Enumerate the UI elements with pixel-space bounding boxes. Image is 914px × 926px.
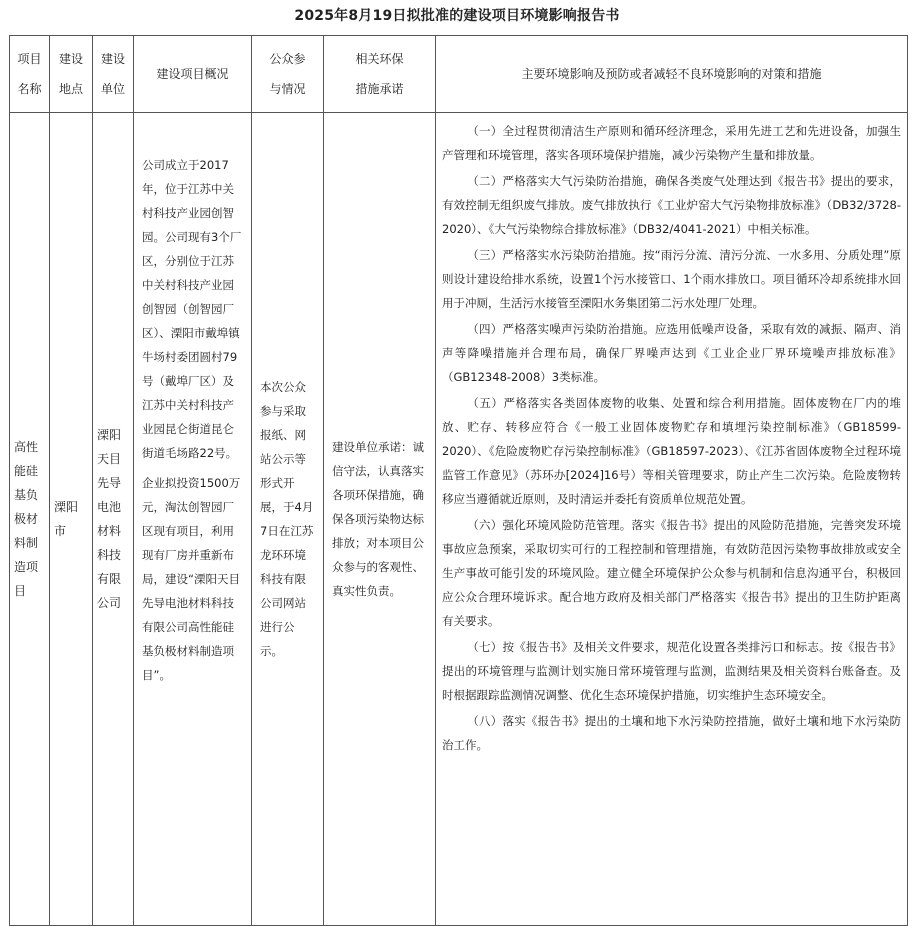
header-project-name: 项目 名称	[10, 36, 50, 113]
header-unit: 建设 单位	[93, 36, 134, 113]
header-overview: 建设项目概况	[134, 36, 252, 113]
overview-paragraph: 企业拟投资1500万元，淘汰创智园厂区现有项目，利用现有厂房并重新布局，建设“溧阳天目先导电池材料科技有限公司高性能硅基负极材料制造项目”。	[142, 476, 241, 682]
overview-paragraph: 公司成立于2017年，位于江苏中关村科技产业园创智园。公司现有3个厂区，分别位于江苏中关村科技产业园创智园（创智园厂区）、溧阳市戴埠镇牛场村委团圆村79号（戴埠厂区）及江苏中关村科技产业园昆仑街道昆仑街道毛场路22号。	[142, 158, 242, 460]
measure-item: （四）严格落实噪声污染防治措施。应选用低噪声设备，采取有效的减振、隔声、消声等降噪措施并合理布局，确保厂界噪声达到《工业企业厂界环境噪声排放标准》（GB12348-2008）3类标准。	[442, 322, 901, 384]
header-location: 建设 地点	[50, 36, 93, 113]
cell-location: 溧阳市	[50, 113, 93, 926]
cell-public: 本次公众参与采取报纸、网站公示等形式开展，于4月7日在江苏龙环环境科技有限公司网站进行公示。	[252, 113, 324, 926]
cell-overview	[134, 113, 252, 926]
measure-item: （六）强化环境风险防范管理。落实《报告书》提出的风险防范措施，完善突发环境事故应急预案，采取切实可行的工程控制和管理措施，有效防范因污染物事故排放或安全生产事故可能引发的环境风险。建立健全环境保护公众参与机制和信息沟通平台，积极回应公众合理环境诉求。配合地方政府及相关部门严格落实《报告书》提出的卫生防护距离有关要求。	[442, 518, 901, 628]
cell-measures	[436, 113, 908, 926]
measure-item: （五）严格落实各类固体废物的收集、处置和综合利用措施。固体废物在厂内的堆放、贮存、转移应符合《一般工业固体废物贮存和填埋污染控制标准》（GB18599-2020）、《危险废物贮存污染控制标准》（GB18597-2023）、《江苏省固体废物全过程环境监管工作意见》（苏环办[2024]16号）等相关管理要求，防止产生二次污染。危险废物转移应当遵循就近原则，及时清运并委托有资质单位规范处置。	[442, 396, 901, 506]
table-row	[10, 113, 908, 926]
measure-item: （一）全过程贯彻清洁生产原则和循环经济理念，采用先进工艺和先进设备，加强生产管理和环境管理，落实各项环境保护措施，减少污染物产生量和排放量。	[442, 124, 901, 162]
table-header-row	[10, 36, 908, 113]
measure-item: （三）严格落实水污染防治措施。按“雨污分流、清污分流、一水多用、分质处理”原则设计建设给排水系统，设置1个污水接管口、1个雨水排放口。项目循环冷却系统排水回用于冲厕，生活污水接管至溧阳水务集团第二污水处理厂处理。	[442, 248, 901, 310]
cell-commitment: 建设单位承诺：诚信守法，认真落实各项环保措施，确保各项污染物达标排放；对本项目公众参与的客观性、真实性负责。	[324, 113, 436, 926]
approval-table	[9, 35, 908, 926]
measure-item: （八）落实《报告书》提出的土壤和地下水污染防控措施，做好土壤和地下水污染防治工作。	[442, 714, 901, 752]
measure-item: （二）严格落实大气污染防治措施，确保各类废气处理达到《报告书》提出的要求，有效控制无组织废气排放。废气排放执行《工业炉窑大气污染物排放标准》（DB32/3728-2020）、《大气污染物综合排放标准》（DB32/4041-2021）中相关标准。	[442, 174, 901, 236]
header-commitment: 相关环保 措施承诺	[324, 36, 436, 113]
cell-unit: 溧阳天目先导电池材料科技有限公司	[93, 113, 134, 926]
page-title: 2025年8月19日拟批准的建设项目环境影响报告书	[294, 8, 620, 24]
measure-item: （七）按《报告书》及相关文件要求，规范化设置各类排污口和标志。按《报告书》提出的环境管理与监测计划实施日常环境管理与监测，监测结果及相关资料台账备查。及时根据跟踪监测情况调整、优化生态环境保护措施，切实维护生态环境安全。	[442, 640, 901, 702]
cell-project-name: 高性能硅基负极材料制造项目	[10, 113, 50, 926]
header-public: 公众参 与情况	[252, 36, 324, 113]
header-measures: 主要环境影响及预防或者减轻不良环境影响的对策和措施	[436, 36, 908, 113]
